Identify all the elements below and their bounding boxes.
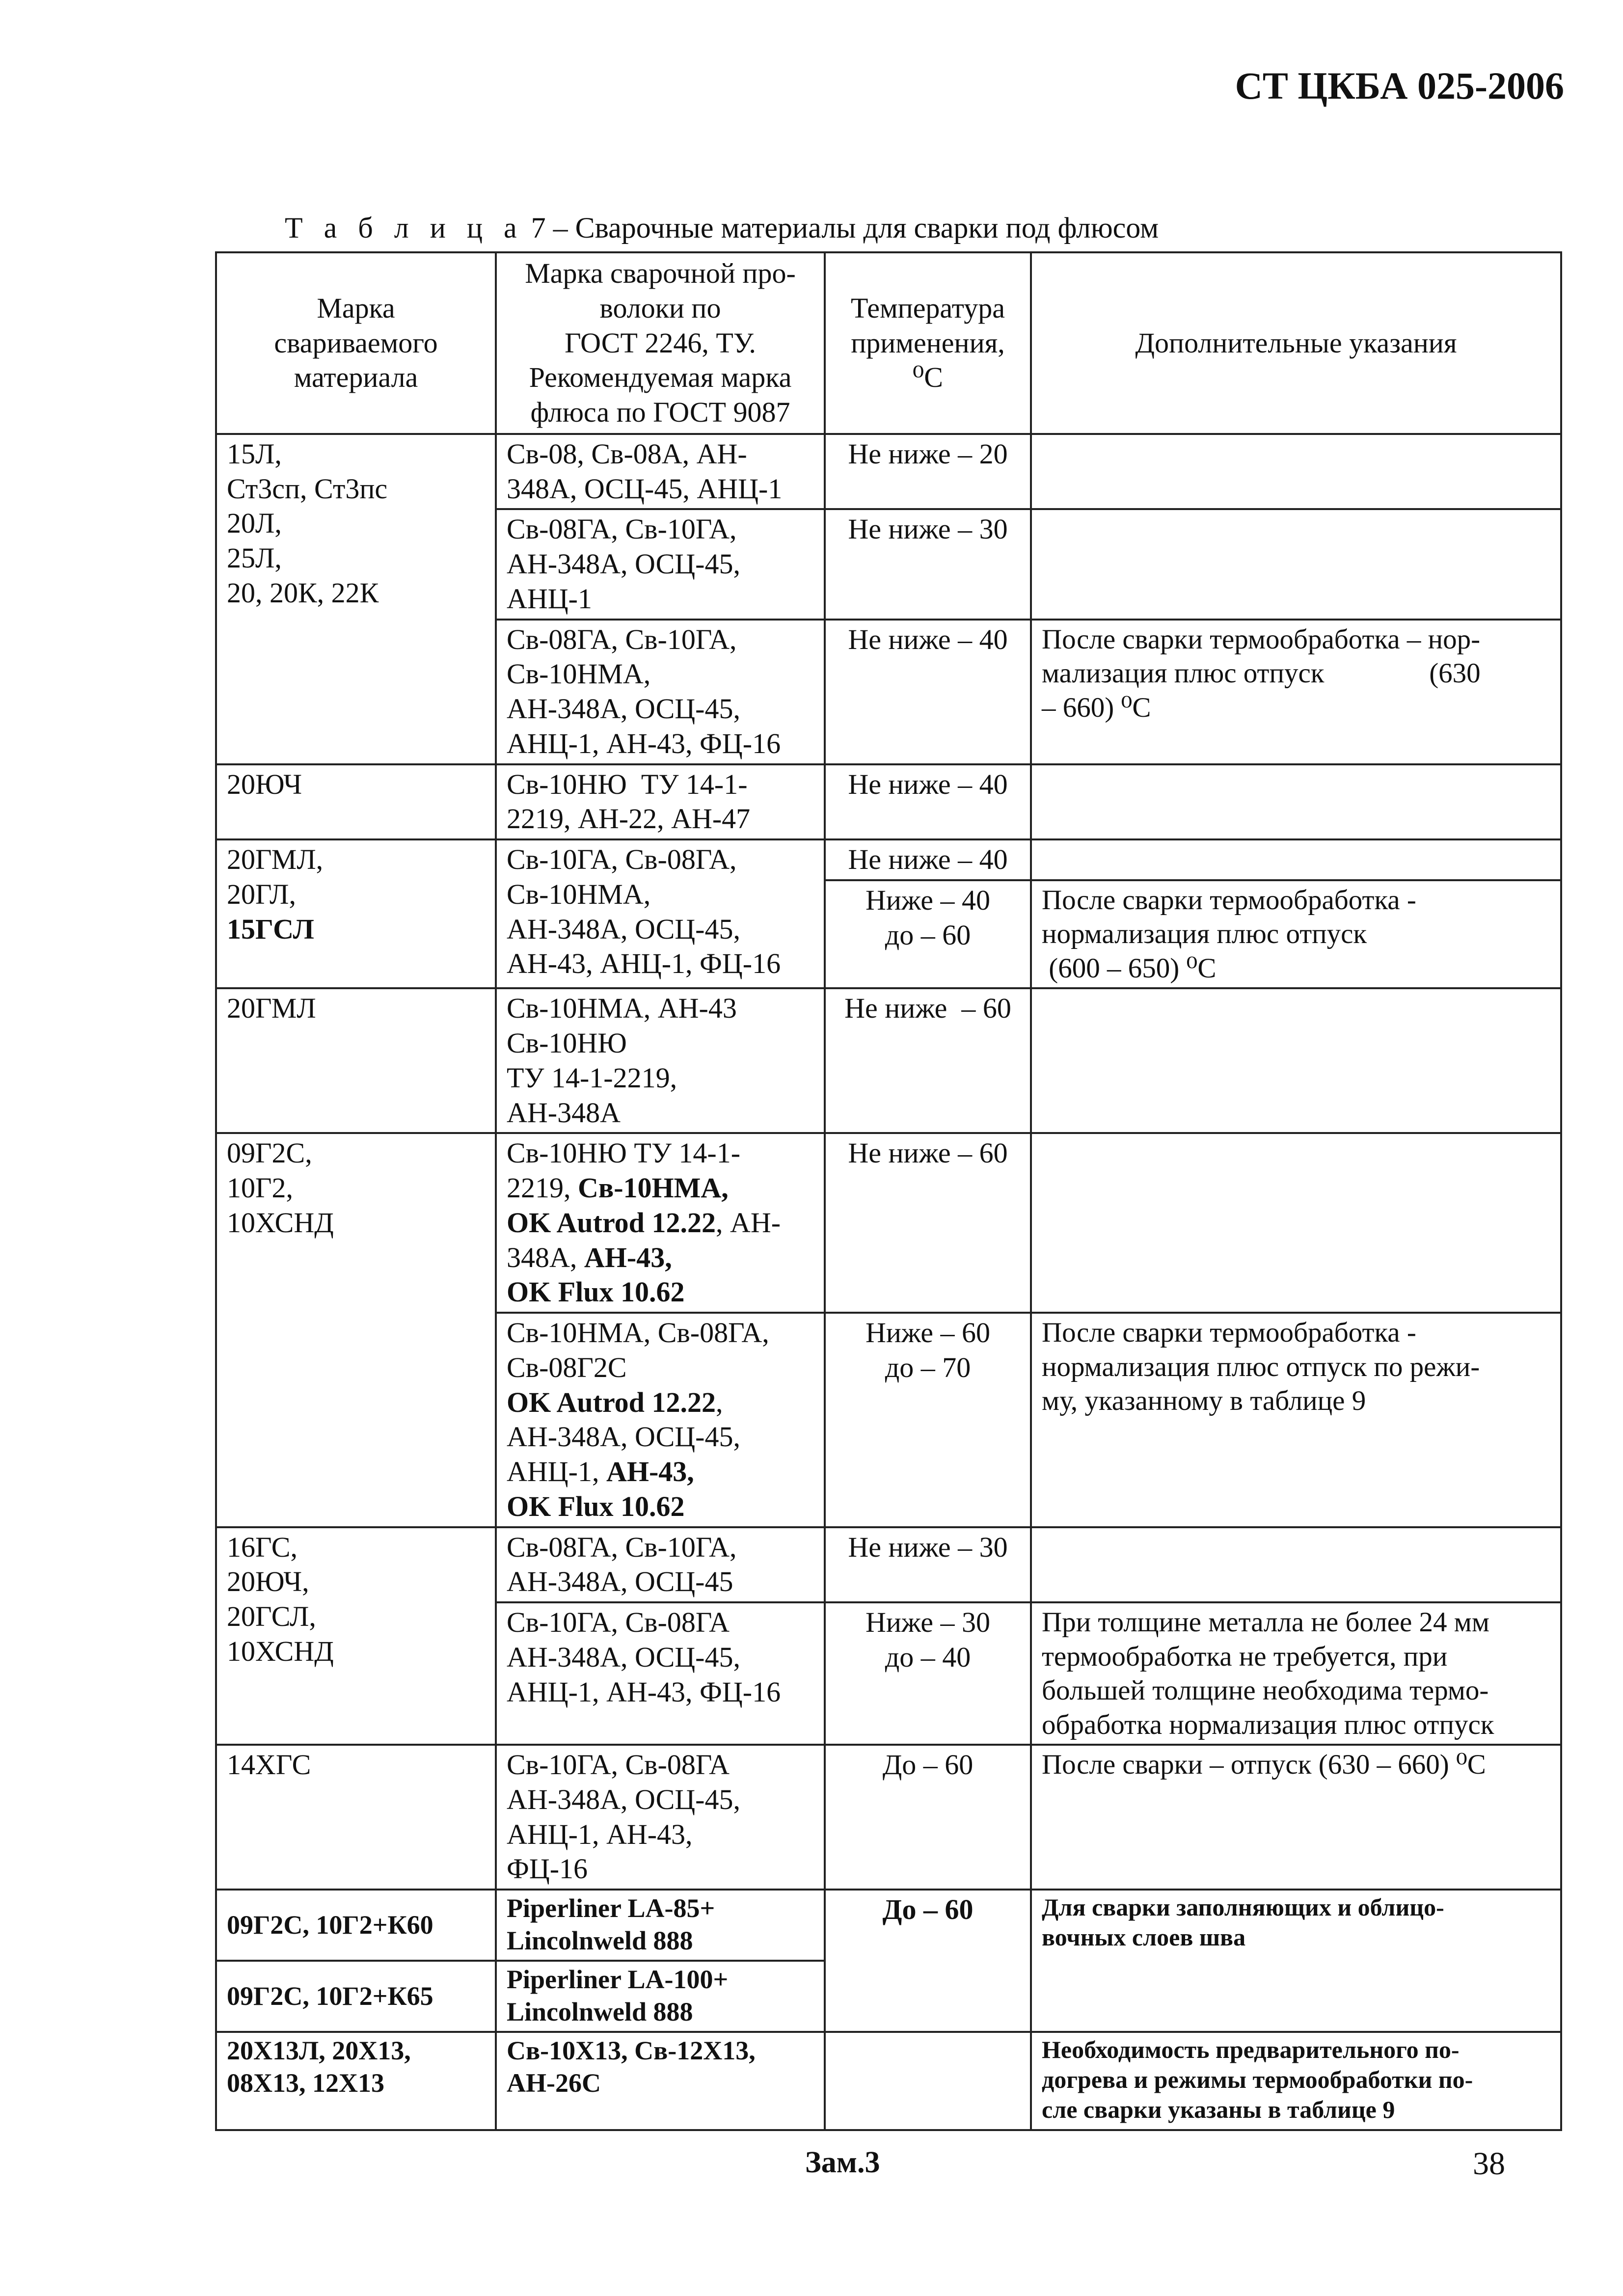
temperature-cell: Ниже – 30 до – 40 (825, 1602, 1031, 1745)
table-row (216, 764, 1561, 840)
table-row (216, 1133, 1561, 1313)
document-code: СТ ЦКБА 025-2006 (1235, 64, 1564, 107)
material-cell: 20ГМЛ, 20ГЛ, 15ГСЛ (216, 839, 496, 988)
temperature-cell: Не ниже – 20 (825, 434, 1031, 510)
welding-materials-table (215, 251, 1562, 2131)
temperature-cell: Не ниже – 40 (825, 764, 1031, 840)
header-notes: Дополнительные указания (1031, 252, 1561, 434)
table-caption (285, 211, 1159, 245)
temperature-cell: Не ниже – 40 (825, 620, 1031, 764)
wire-cell: Св-10НЮ ТУ 14-1- 2219, АН-22, АН-47 (496, 764, 825, 840)
temperature-cell: Не ниже – 30 (825, 1527, 1031, 1603)
temperature-cell: Не ниже – 60 (825, 988, 1031, 1133)
note-cell (1031, 1133, 1561, 1313)
note-cell: После сварки – отпуск (630 – 660) ⁰С (1031, 1745, 1561, 1890)
header-wire-flux: Марка сварочной про- волоки по ГОСТ 2246, ТУ. Рекомендуемая марка флюса по ГОСТ 9087 (496, 252, 825, 434)
material-cell: 14ХГС (216, 1745, 496, 1890)
wire-cell: Св-08, Св-08А, АН- 348А, ОСЦ-45, АНЦ-1 (496, 434, 825, 510)
temperature-cell: Не ниже – 40 (825, 839, 1031, 880)
table-row (216, 1745, 1561, 1890)
note-cell: Для сварки заполняющих и облицо- вочных слоев шва (1031, 1890, 1561, 2032)
wire-cell: Св-10ГА, Св-08ГА АН-348А, ОСЦ-45, АНЦ-1, АН-43, ФЦ-16 (496, 1602, 825, 1745)
header-temperature: Температура применения, ⁰С (825, 252, 1031, 434)
wire-cell: Св-08ГА, Св-10ГА, Св-10НМА, АН-348А, ОСЦ-45, АНЦ-1, АН-43, ФЦ-16 (496, 620, 825, 764)
table-row (216, 1527, 1561, 1603)
wire-cell: Св-08ГА, Св-10ГА, АН-348А, ОСЦ-45 (496, 1527, 825, 1603)
note-cell: Необходимость предварительного по- догрева и режимы термообработки по- сле сварки указаны в таблице 9 (1031, 2032, 1561, 2130)
note-cell (1031, 509, 1561, 619)
wire-cell: Св-10ГА, Св-08ГА АН-348А, ОСЦ-45, АНЦ-1, АН-43, ФЦ-16 (496, 1745, 825, 1890)
note-cell: После сварки термообработка - нормализация плюс отпуск (600 – 650) ⁰С (1031, 880, 1561, 989)
table-caption-label: Т а б л и ц а (285, 212, 524, 244)
wire-cell: Св-10НЮ ТУ 14-1- 2219, Св-10НМА, OK Autrod 12.22, АН- 348А, АН-43, OK Flux 10.62 (496, 1133, 825, 1313)
table-caption-text: 7 – Сварочные материалы для сварки под флюсом (523, 212, 1159, 244)
material-cell: 09Г2С, 10Г2+К60 (216, 1890, 496, 1961)
table-row (216, 2032, 1561, 2130)
material-cell: 09Г2С, 10Г2, 10ХСНД (216, 1133, 496, 1527)
header-row (216, 252, 1561, 434)
wire-cell: Piperliner LA-100+ Lincolnweld 888 (496, 1961, 825, 2032)
note-cell (1031, 839, 1561, 880)
wire-cell: Piperliner LA-85+ Lincolnweld 888 (496, 1890, 825, 1961)
wire-cell: Св-10Х13, Св-12Х13, АН-26С (496, 2032, 825, 2130)
temperature-cell: Не ниже – 60 (825, 1133, 1031, 1313)
material-cell: 20ГМЛ (216, 988, 496, 1133)
temperature-cell: Ниже – 40 до – 60 (825, 880, 1031, 989)
wire-cell: Св-08ГА, Св-10ГА, АН-348А, ОСЦ-45, АНЦ-1 (496, 509, 825, 619)
wire-cell: Св-10НМА, АН-43 Св-10НЮ ТУ 14-1-2219, АН-348А (496, 988, 825, 1133)
temperature-cell: До – 60 (825, 1890, 1031, 2032)
temperature-cell: Ниже – 60 до – 70 (825, 1313, 1031, 1527)
temperature-cell (825, 2032, 1031, 2130)
note-cell (1031, 764, 1561, 840)
note-cell: При толщине металла не более 24 мм термообработка не требуется, при большей толщине необходима термо- обработка нормализация плюс отпуск (1031, 1602, 1561, 1745)
material-cell: 16ГС, 20ЮЧ, 20ГСЛ, 10ХСНД (216, 1527, 496, 1745)
note-cell: После сварки термообработка – нор- мализация плюс отпуск (630 – 660) ⁰С (1031, 620, 1561, 764)
page-number: 38 (1473, 2146, 1505, 2182)
note-cell: После сварки термообработка - нормализация плюс отпуск по режи- му, указанному в таблице 9 (1031, 1313, 1561, 1527)
wire-cell: Св-10ГА, Св-08ГА, Св-10НМА, АН-348А, ОСЦ-45, АН-43, АНЦ-1, ФЦ-16 (496, 839, 825, 988)
table-row (216, 1890, 1561, 1961)
revision-label: Зам.3 (805, 2146, 880, 2179)
wire-cell: Св-10НМА, Св-08ГА, Св-08Г2С OK Autrod 12.22, АН-348А, ОСЦ-45, АНЦ-1, АН-43, OK Flux 10.62 (496, 1313, 825, 1527)
header-material: Марка свариваемого материала (216, 252, 496, 434)
material-cell: 15Л, Ст3сп, Ст3пс 20Л, 25Л, 20, 20К, 22К (216, 434, 496, 764)
table-row (216, 988, 1561, 1133)
note-cell (1031, 1527, 1561, 1603)
material-cell: 20ЮЧ (216, 764, 496, 840)
table-row (216, 839, 1561, 880)
note-cell (1031, 434, 1561, 510)
temperature-cell: Не ниже – 30 (825, 509, 1031, 619)
table-row (216, 434, 1561, 510)
note-cell (1031, 988, 1561, 1133)
material-cell: 20Х13Л, 20Х13, 08Х13, 12Х13 (216, 2032, 496, 2130)
temperature-cell: До – 60 (825, 1745, 1031, 1890)
material-cell: 09Г2С, 10Г2+К65 (216, 1961, 496, 2032)
